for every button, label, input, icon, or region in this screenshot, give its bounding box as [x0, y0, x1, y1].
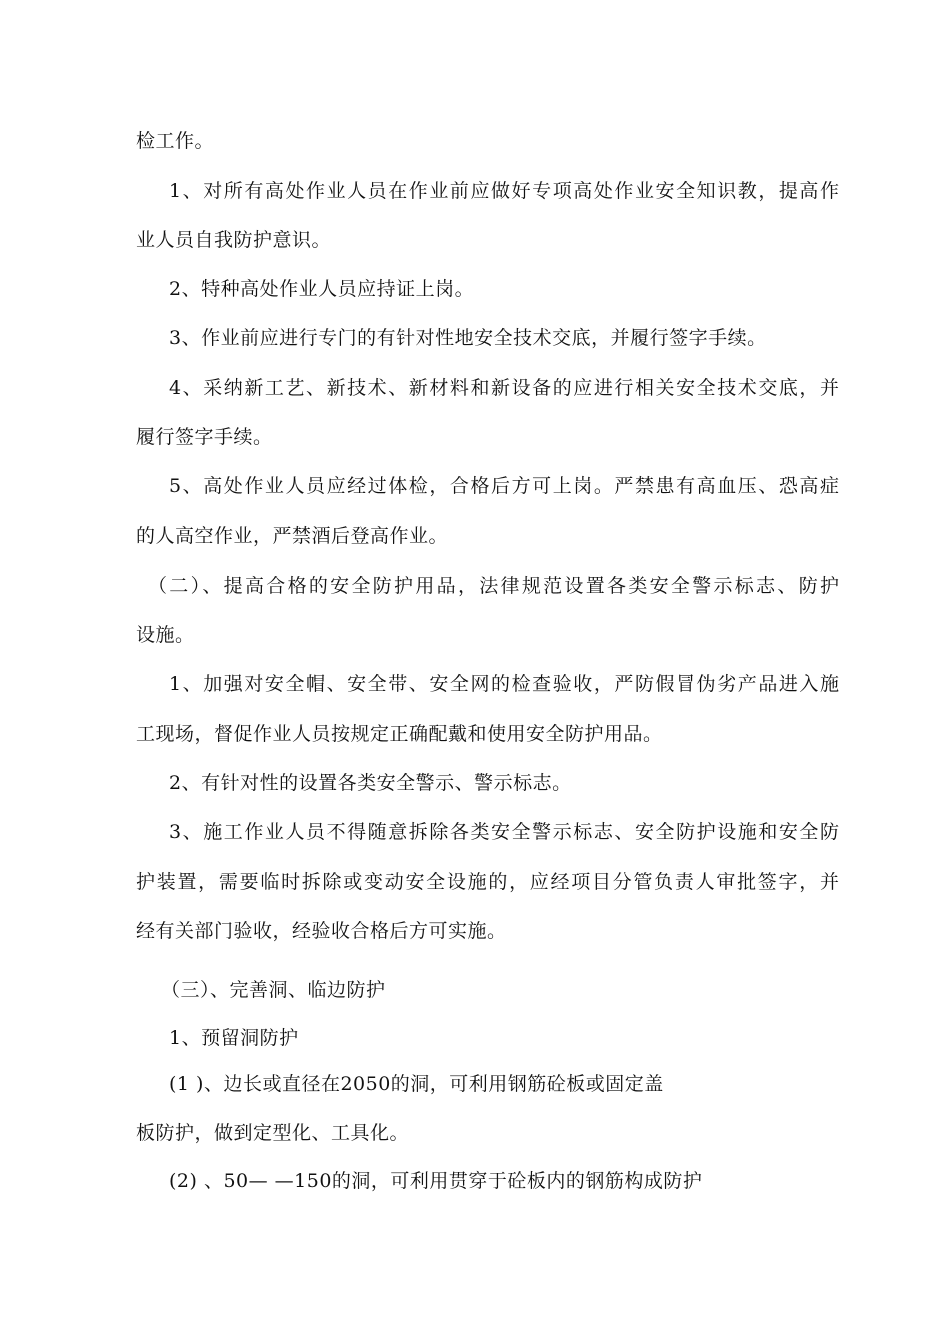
text-line: 检工作。 — [136, 130, 215, 152]
text-line: 5、高处作业人员应经过体检，合格后方可上岗。严禁患有高血压、恐高症 — [169, 475, 839, 497]
text-line: (1 )、边长或直径在2050的洞，可利用钢筋砼板或固定盖 — [169, 1073, 664, 1095]
text-line: 4、采纳新工艺、新技术、新材料和新设备的应进行相关安全技术交底，并 — [169, 377, 839, 399]
text-line: 的人高空作业，严禁酒后登高作业。 — [136, 525, 449, 547]
text-line: 2、有针对性的设置各类安全警示、警示标志。 — [169, 772, 572, 794]
text-line: 2、特种高处作业人员应持证上岗。 — [169, 278, 475, 300]
text-line: 3、施工作业人员不得随意拆除各类安全警示标志、安全防护设施和安全防 — [169, 821, 839, 843]
text-line: 经有关部门验收，经验收合格后方可实施。 — [136, 920, 507, 942]
text-line: (2) 、50— —150的洞，可利用贯穿于砼板内的钢筋构成防护 — [169, 1170, 703, 1192]
text-line: 护装置，需要临时拆除或变动安全设施的，应经项目分管负责人审批签字，并 — [136, 871, 839, 893]
text-line: 工现场，督促作业人员按规定正确配戴和使用安全防护用品。 — [136, 723, 663, 745]
section-heading: （三）、完善洞、临边防护 — [161, 979, 386, 1001]
text-line: 板防护，做到定型化、工具化。 — [136, 1122, 410, 1144]
text-line: 履行签字手续。 — [136, 426, 273, 448]
text-line: 1、加强对安全帽、安全带、安全网的检查验收，严防假冒伪劣产品进入施 — [169, 673, 839, 695]
text-line: 业人员自我防护意识。 — [136, 229, 332, 251]
section-heading: （二）、提高合格的安全防护用品，法律规范设置各类安全警示标志、防护 — [148, 575, 839, 597]
text-line: 1、对所有高处作业人员在作业前应做好专项高处作业安全知识教，提高作 — [169, 180, 839, 202]
text-line: 设施。 — [136, 624, 195, 646]
text-line: 1、预留洞防护 — [169, 1027, 299, 1049]
text-line: 3、作业前应进行专门的有针对性地安全技术交底，并履行签字手续。 — [169, 327, 767, 349]
